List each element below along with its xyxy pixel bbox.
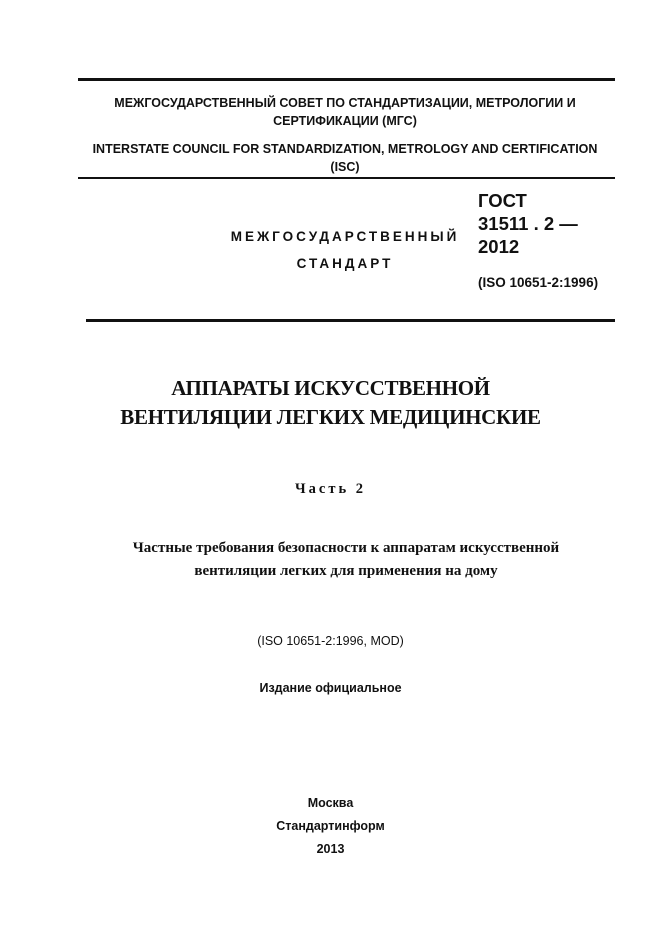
official-edition: Издание официальное	[259, 681, 402, 695]
iso-reference: (ISO 10651-2:1996)	[478, 275, 599, 290]
gost-designation-line3: 2012	[478, 236, 520, 257]
standard-label-line2: СТАНДАРТ	[296, 256, 394, 271]
iso-mod-reference: (ISO 10651-2:1996, MOD)	[257, 634, 404, 648]
council-divider	[78, 177, 615, 179]
council-name-ru: МЕЖГОСУДАРСТВЕННЫЙ СОВЕТ ПО СТАНДАРТИЗАЦИИ, МЕТРОЛОГИИ И СЕРТИФИКАЦИИ (МГС)	[114, 96, 576, 128]
document-title-line1: АППАРАТЫ ИСКУССТВЕННОЙ	[171, 376, 490, 400]
top-rule	[78, 78, 615, 81]
publisher-name: Стандартинформ	[276, 819, 385, 833]
standard-label-line1: МЕЖГОСУДАРСТВЕННЫЙ	[230, 229, 460, 244]
publication-city: Москва	[307, 796, 354, 810]
gost-designation-line2: 31511 . 2 —	[478, 213, 578, 234]
part-number: Часть 2	[295, 481, 366, 497]
document-title-line2: ВЕНТИЛЯЦИИ ЛЕГКИХ МЕДИЦИНСКИЕ	[120, 405, 541, 429]
publication-year: 2013	[316, 842, 345, 856]
header-bottom-rule	[86, 319, 615, 322]
gost-designation-line1: ГОСТ	[478, 190, 527, 211]
council-name-en: INTERSTATE COUNCIL FOR STANDARDIZATION, METROLOGY AND CERTIFICATION (ISC)	[92, 142, 598, 174]
document-subtitle: Частные требования безопасности к аппаратам искусственной вентиляции легких для применения на дому	[132, 540, 560, 579]
